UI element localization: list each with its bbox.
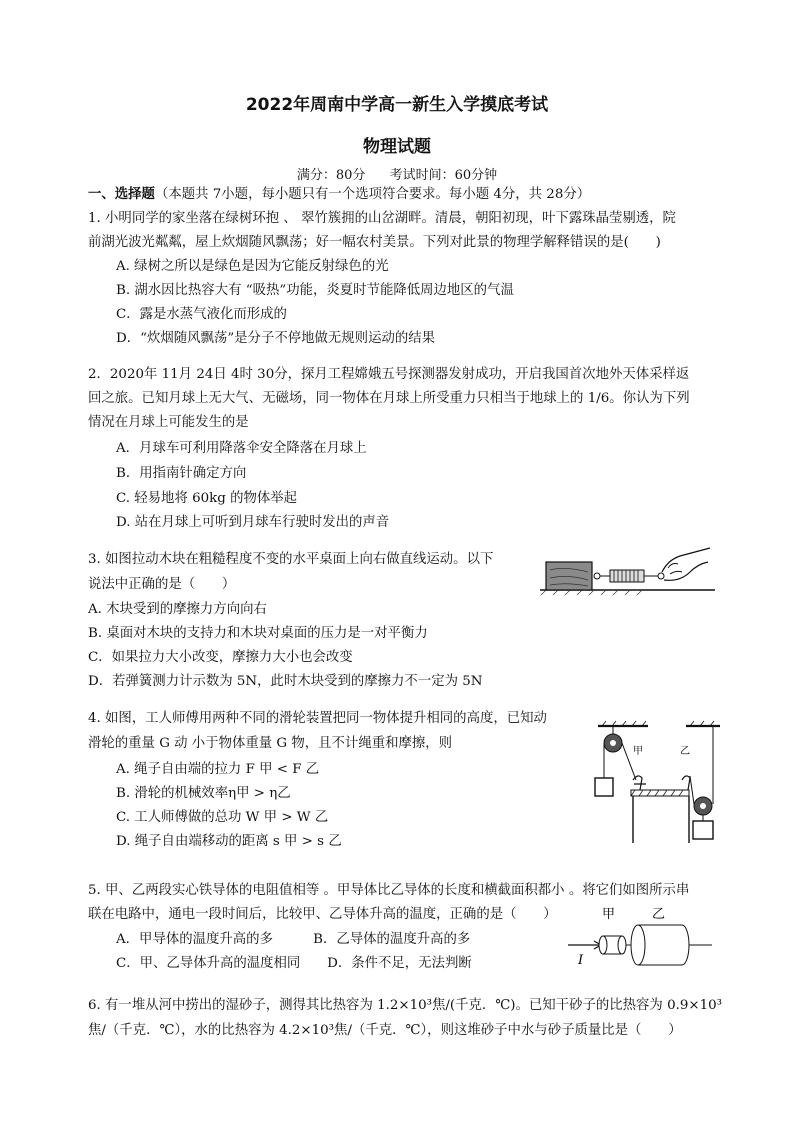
q5-stem-line1: 5. 甲、乙两段实心铁导体的电阻值相等 。甲导体比乙导体的长度和横截面积都小 。将它们如图所示串	[88, 883, 690, 898]
section-instruction: （本题共 7小题，每小题只有一个选项符合要求。每小题 4分，共 28分）	[154, 187, 591, 202]
q2-stem-line1: 2．2020年 11月 24日 4时 30分，探月工程嫦娥五号探测器发射成功，开启我国首次地外天体采样返	[88, 367, 690, 382]
q3-stem-line2: 说法中正确的是（ ）	[88, 577, 236, 592]
exam-time: 考试时间：60分钟	[389, 168, 498, 183]
q4-option-a: A. 绳子自由端的拉力 F 甲 < F 乙	[116, 762, 320, 777]
conductor-left-label: 甲	[602, 907, 616, 922]
pulley-systems-figure	[588, 718, 728, 848]
section-header	[88, 185, 590, 204]
q5-stem-line2: 联在电路中，通电一段时间后，比较甲、乙导体升高的温度，正确的是（ ）	[88, 907, 557, 922]
conductor-right-label: 乙	[652, 907, 666, 922]
q6-stem-line1: 6. 有一堆从河中捞出的湿砂子，测得其比热容为 1.2×10³焦/(千克．℃)。已知干砂子的比热容为 0.9×10³	[88, 998, 722, 1013]
q2-option-c: C. 轻易地将 60kg 的物体举起	[116, 491, 298, 506]
q1-option-d: D．“炊烟随风飘荡”是分子不停地做无规则运动的结果	[116, 331, 436, 346]
q3-option-b: B. 桌面对木块的支持力和木块对桌面的压力是一对平衡力	[88, 626, 428, 641]
subject-title: 物理试题	[363, 137, 431, 157]
q5-options-cd: C．甲、乙导体升高的温度相同 D．条件不足，无法判断	[116, 956, 472, 971]
exam-meta	[0, 164, 794, 183]
q1-stem-line2: 前湖光波光粼粼，屋上炊烟随风飘荡；好一幅农村美景。下列对此景的物理学解释错误的是( )	[88, 235, 661, 250]
q4-stem-line2: 滑轮的重量 G 动 小于物体重量 G 物，且不计绳重和摩擦，则	[88, 736, 453, 751]
q4-option-b: B. 滑轮的机械效率η甲 > η乙	[116, 786, 291, 801]
current-label: I	[578, 953, 584, 968]
q3-option-c: C．如果拉力大小改变，摩擦力大小也会改变	[88, 650, 353, 665]
q2-stem-line2: 回之旅。已知月球上无大气、无磁场，同一物体在月球上所受重力只相当于地球上的 1/6。你认为下列	[88, 391, 690, 406]
q1-stem-line1: 1. 小明同学的家坐落在绿树环抱 、 翠竹簇拥的山岔湖畔。清晨，朝阳初现，叶下露珠晶莹剔透，院	[88, 211, 676, 226]
conductors-figure	[566, 904, 716, 968]
q6-stem-line2: 焦/（千克．℃），水的比热容为 4.2×10³焦/（千克．℃），则这堆砂子中水与砂子质量比是（ ）	[88, 1023, 682, 1038]
q2-stem-line3: 情况在月球上可能发生的是	[88, 415, 249, 430]
q1-option-a: A. 绿树之所以是绿色是因为它能反射绿色的光	[116, 259, 389, 274]
q4-option-d: D. 绳子自由端移动的距离 s 甲 > s 乙	[116, 834, 342, 849]
section-heading: 一、选择题	[88, 186, 155, 202]
q4-option-c: C. 工人师傅做的总功 W 甲 > W 乙	[116, 810, 329, 825]
q2-option-b: B．用指南针确定方向	[116, 466, 247, 481]
q3-option-a: A. 木块受到的摩擦力方向向右	[88, 602, 267, 617]
pulley-right-label: 乙	[680, 746, 690, 757]
q5-options-ab: A．甲导体的温度升高的多 B．乙导体的温度升高的多	[116, 932, 471, 947]
q4-stem-line1: 4. 如图，工人师傅用两种不同的滑轮装置把同一物体提升相同的高度，已知动	[88, 711, 547, 726]
exam-title: 2022年周南中学高一新生入学摸底考试	[245, 95, 549, 115]
q2-option-d: D. 站在月球上可听到月球车行驶时发出的声音	[116, 515, 390, 530]
block-spring-scale-figure	[540, 538, 715, 596]
q3-stem-line1: 3. 如图拉动木块在粗糙程度不变的水平桌面上向右做直线运动。以下	[88, 552, 494, 567]
q1-option-c: C．露是水蒸气液化而形成的	[116, 307, 287, 322]
q1-option-b: B. 湖水因比热容大有 “吸热”功能，炎夏时节能降低周边地区的气温	[116, 283, 514, 298]
pulley-left-label: 甲	[633, 746, 643, 757]
q3-option-d: D．若弹簧测力计示数为 5N，此时木块受到的摩擦力不一定为 5N	[88, 674, 483, 689]
full-score: 满分：80分	[296, 168, 366, 183]
q2-option-a: A．月球车可利用降落伞安全降落在月球上	[116, 441, 367, 456]
